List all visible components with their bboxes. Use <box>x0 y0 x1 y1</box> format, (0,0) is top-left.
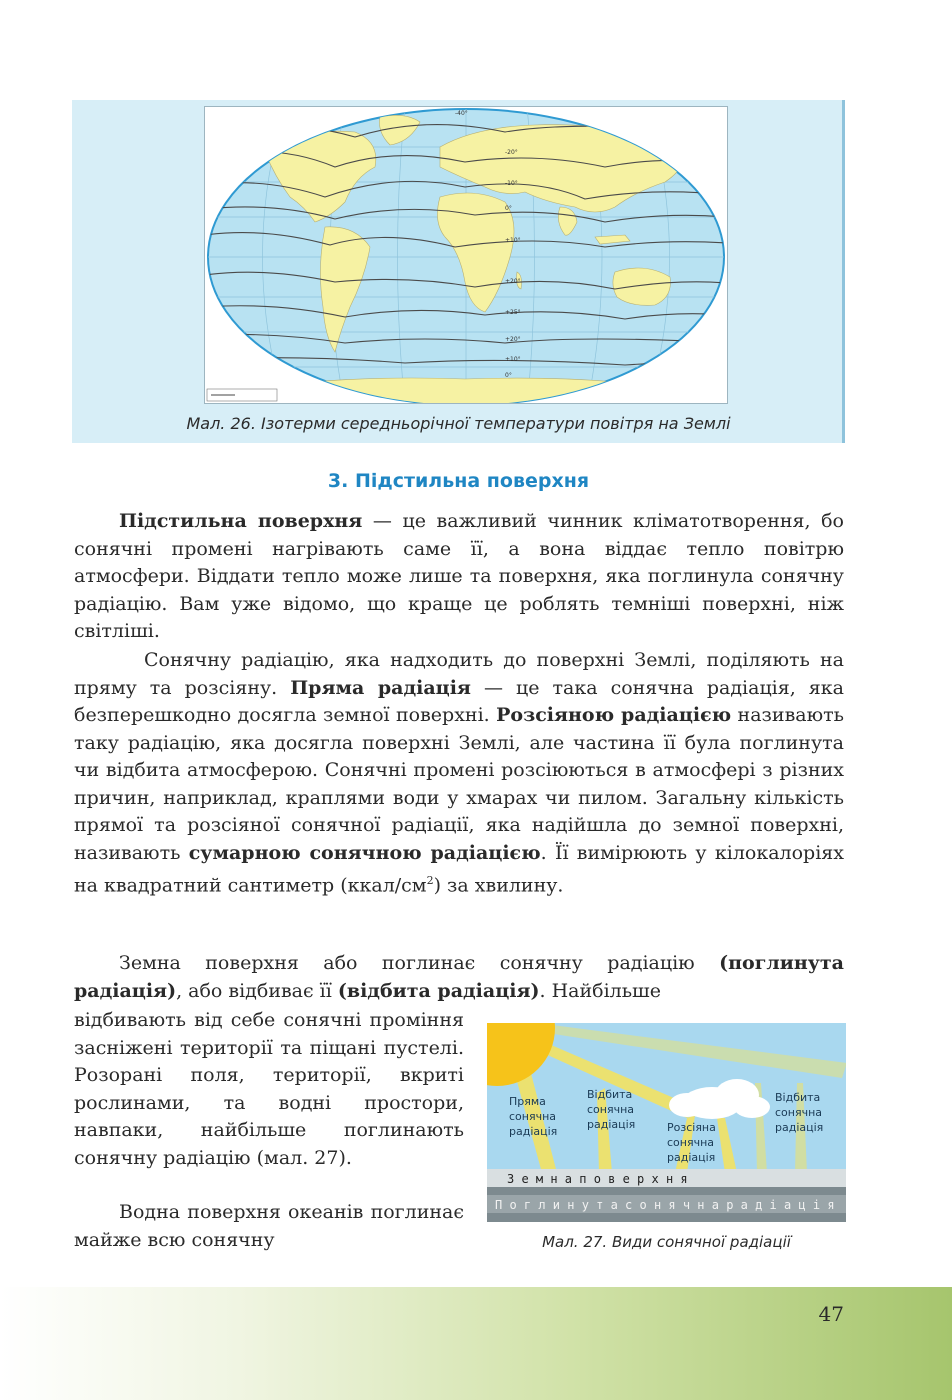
label-reflected2-2: сонячна <box>775 1106 823 1119</box>
paragraph-1 <box>74 508 844 646</box>
term-underlying-surface: Підстильна поверхня <box>119 510 363 532</box>
paragraph-3-text-2: , або відбиває її <box>176 979 338 1002</box>
isotherm-map <box>204 106 728 404</box>
paragraph-2-text-4: . Її вимірюють у кілокалоріях на квадратний сантиметр (ккал/см <box>74 841 844 897</box>
label-direct-1: Пряма <box>509 1095 546 1108</box>
section-title: 3. Підстильна поверхня <box>327 470 590 492</box>
page-number: 47 <box>818 1302 844 1326</box>
isotherm-label-7: +20° <box>505 336 521 343</box>
isotherm-label-1: -20° <box>505 149 518 156</box>
term-reflected-radiation: (відбита радіація) <box>337 979 540 1002</box>
figure-26-edge <box>842 100 845 443</box>
isotherm-label-2: -10° <box>505 180 518 187</box>
paragraph-3-text-1: Земна поверхня або поглинає сонячну радіацію <box>119 952 720 974</box>
paragraph-2-text-3: називають таку радіацію, яка досягла поверхні Землі, але частина її була поглинута чи відбита атмосферою. Сонячні промені розсіюються в атмосфері з різних причин, наприклад, краплями води у хмарах чи пилом. Загальну кількість прямої та розсіяної сонячної радіації, яка надійшла до земної поверхні, називають <box>74 704 844 864</box>
figure-27-caption: Мал. 27. Види сонячної радіації <box>542 1233 791 1251</box>
superscript: 2 <box>426 874 434 887</box>
map-svg <box>205 107 727 403</box>
paragraph-2-text-5: ) за хвилину. <box>433 874 564 897</box>
label-reflected1-3: радіація <box>587 1118 636 1131</box>
paragraph-5: Водна поверхня океанів поглинає майже всю сонячну <box>74 1201 464 1251</box>
label-diffuse-3: радіація <box>667 1151 716 1164</box>
page-footer <box>0 1287 952 1400</box>
paragraph-1-text: — це важливий чинник кліматотворення, бо сонячні промені нагрівають саме її, а вона віддає тепло повітрю атмосфери. Віддати тепло може лише та поверхня, яка поглинула сонячну радіацію. Вам уже відомо, що краще це роблять темніші поверхні, ніж світліші. <box>74 510 845 642</box>
figure-26-caption: Мал. 26. Ізотерми середньорічної температури повітря на Землі <box>186 414 731 433</box>
term-diffuse-radiation: Розсіяною радіацією <box>496 704 732 726</box>
figure-27 <box>487 1023 846 1222</box>
paragraph-3-text-3: . Найбільше <box>539 979 661 1002</box>
term-absorbed-radiation: (поглинута радіація) <box>74 952 844 1002</box>
isotherm-label-8: +10° <box>505 356 521 363</box>
label-reflected2-1: Відбита <box>775 1091 821 1104</box>
isotherm-label-6: +25° <box>505 309 521 316</box>
paragraph-2-text-2: — це така сонячна радіація, яка безперешкодно досягла земної поверхні. <box>74 676 844 726</box>
figure-26 <box>72 100 845 443</box>
isotherm-label-9: 0° <box>505 372 512 379</box>
radiation-diagram <box>487 1023 846 1222</box>
label-direct-3: радіація <box>509 1125 558 1138</box>
paragraph-4: відбивають від себе сонячні проміння засніжені території та піщані пустелі. Розорані поля, території, вкриті рослинами, та водні простори, навпаки, найбільше поглинають сонячну радіацію (мал. 27). <box>74 1009 464 1169</box>
isotherm-label-5: +20° <box>505 278 521 285</box>
label-direct-2: сонячна <box>509 1110 557 1123</box>
isotherm-label-0: -40° <box>455 110 468 117</box>
label-diffuse-1: Розсіяна <box>667 1121 716 1134</box>
label-reflected2-3: радіація <box>775 1121 824 1134</box>
paragraph-2-text-1: Сонячну радіацію, яка надходить до поверхні Землі, поділяють на пряму та розсіяну. <box>74 649 844 699</box>
label-reflected1-1: Відбита <box>587 1088 633 1101</box>
label-reflected1-2: сонячна <box>587 1103 635 1116</box>
isotherm-label-3: 0° <box>505 205 512 212</box>
term-total-radiation: сумарною сонячною радіацією <box>188 841 541 864</box>
isotherm-label-4: +10° <box>505 237 521 244</box>
paragraph-2 <box>74 647 844 900</box>
term-direct-radiation: Пряма радіація <box>290 676 471 699</box>
paragraph-3 <box>74 950 844 1005</box>
absorbed-band-label: П о г л и н у т а с о н я ч н а р а д і а ц і я <box>495 1198 835 1212</box>
surface-band-label: З е м н а п о в е р х н я <box>507 1172 688 1186</box>
label-diffuse-2: сонячна <box>667 1136 715 1149</box>
